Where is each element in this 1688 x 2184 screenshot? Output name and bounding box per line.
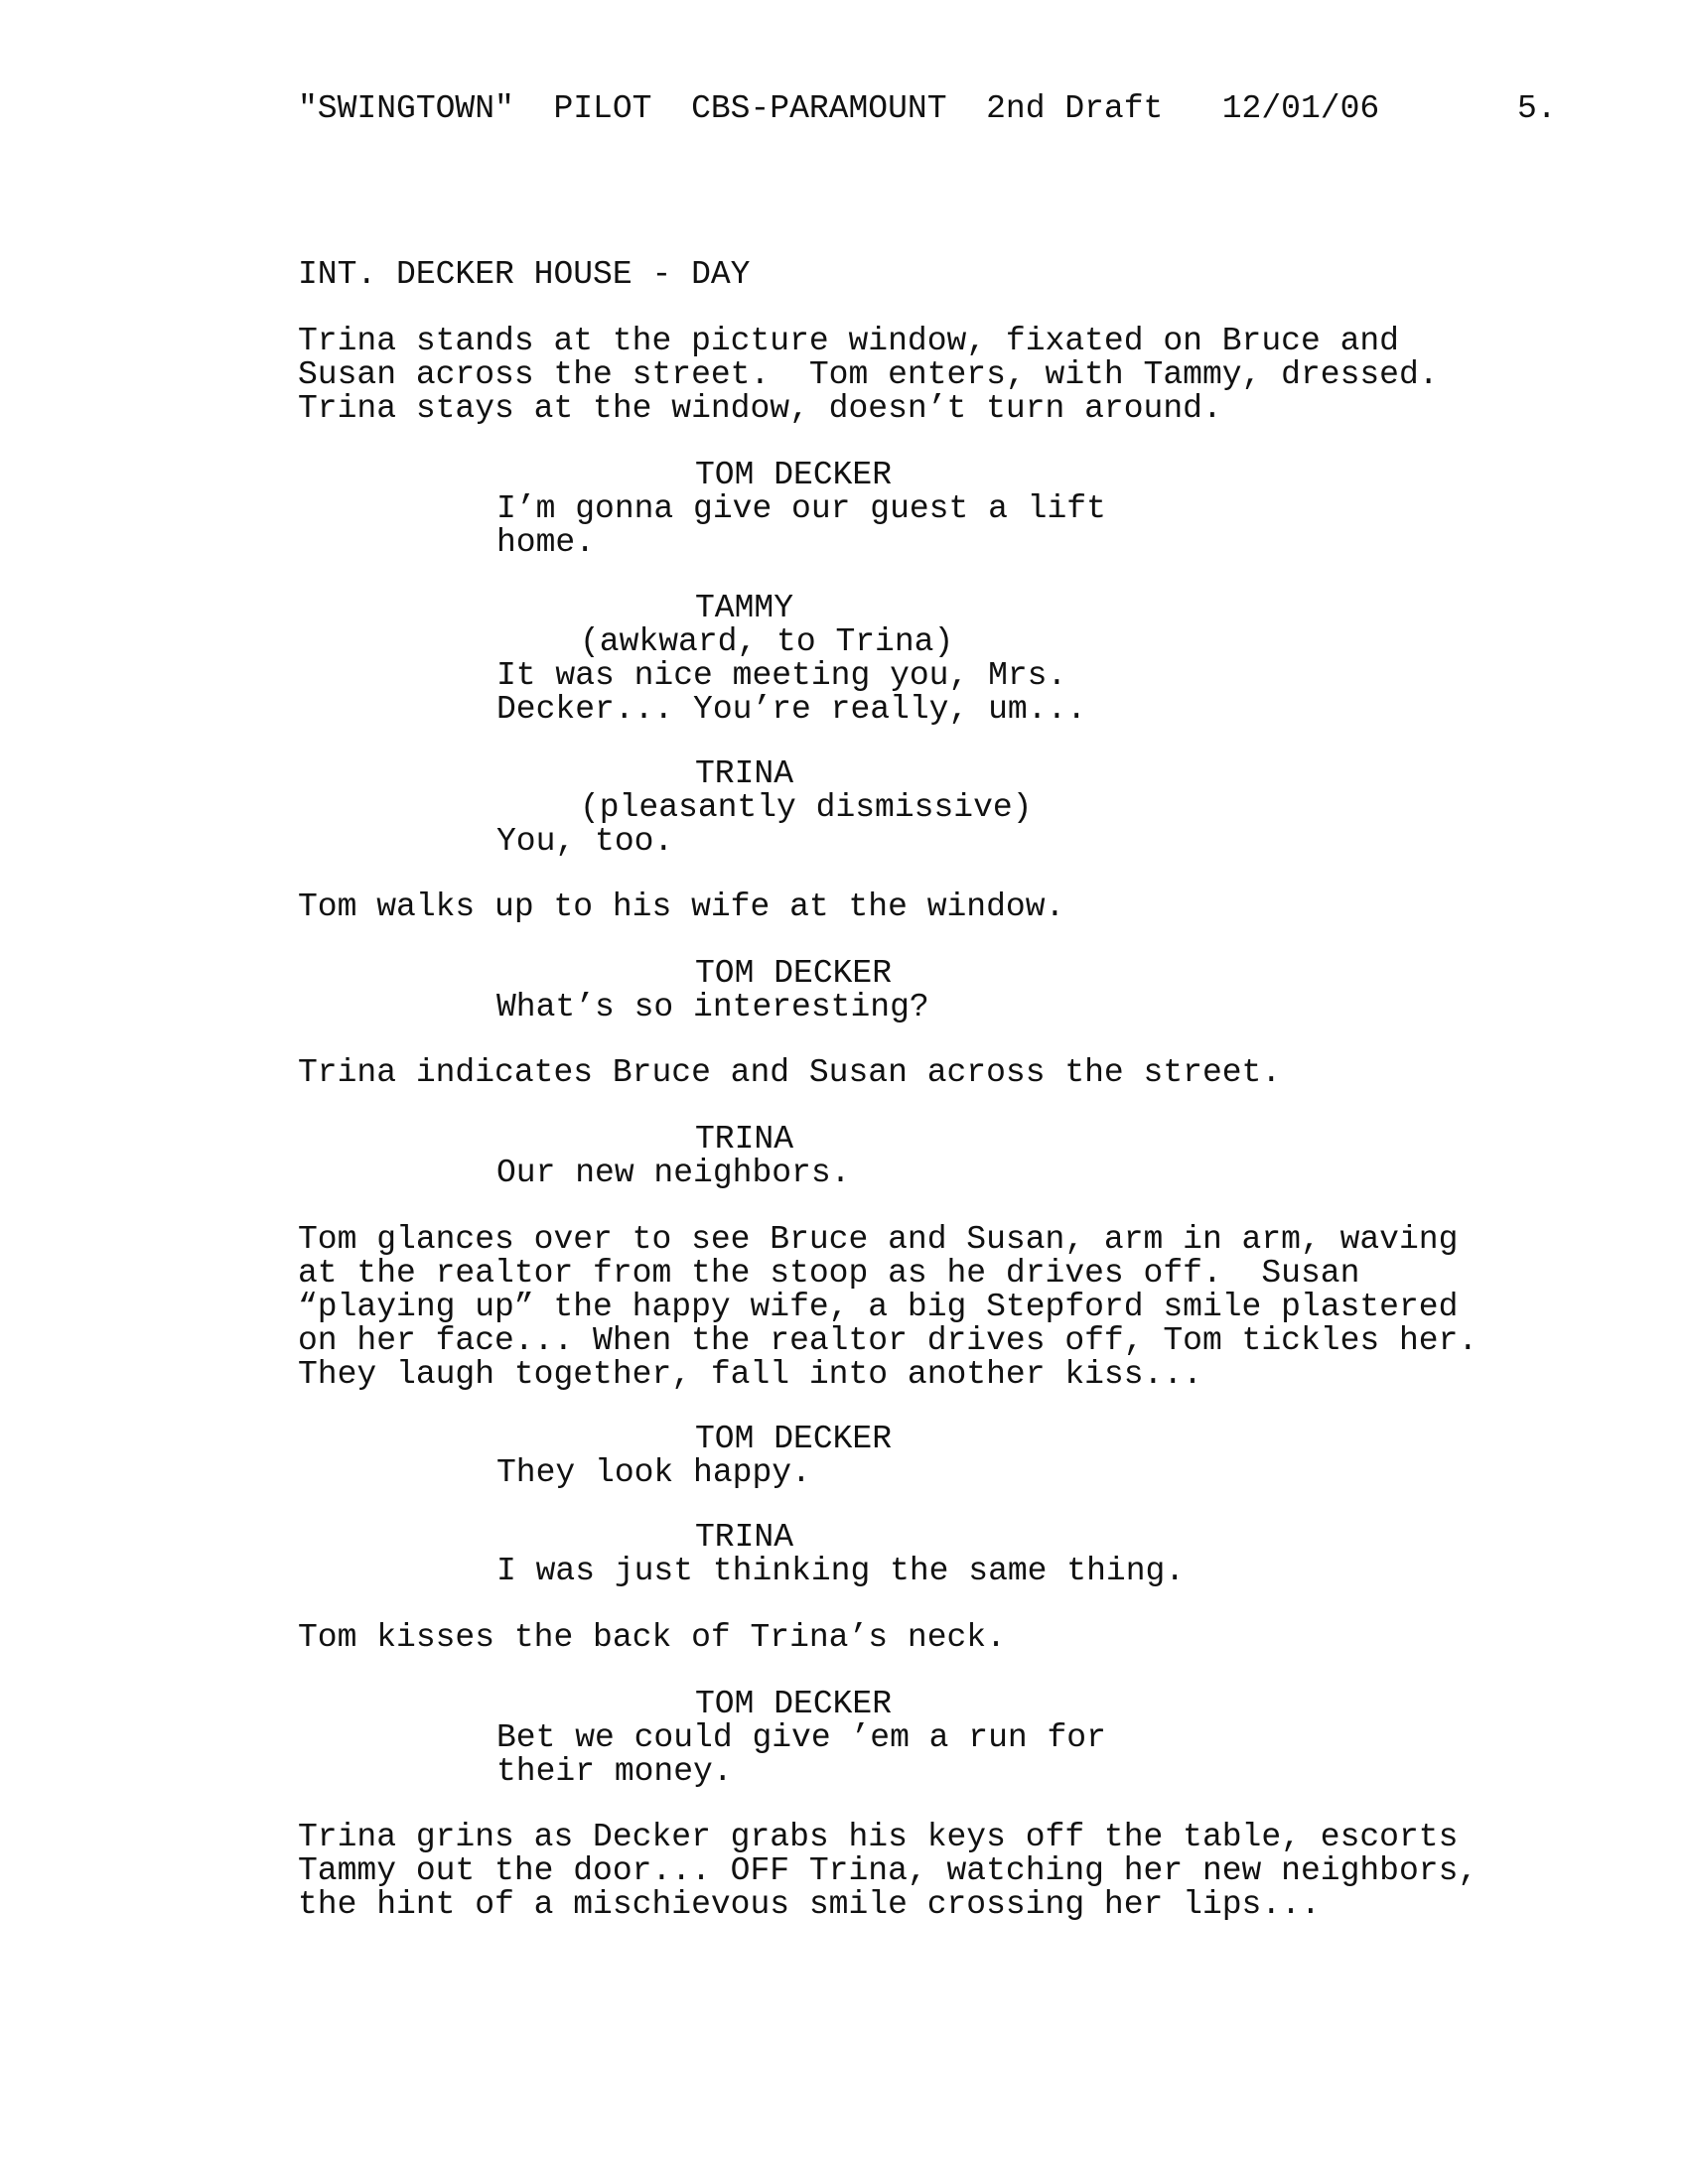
- action-line: Trina indicates Bruce and Susan across the street.: [298, 1054, 1282, 1091]
- action-line: Trina grins as Decker grabs his keys off the table, escorts: [298, 1819, 1459, 1855]
- character-name: TOM DECKER: [695, 457, 893, 493]
- dialogue-line: You, too.: [496, 823, 674, 860]
- character-name: TAMMY: [695, 590, 794, 626]
- dialogue-line: I’m gonna give our guest a lift: [496, 490, 1106, 527]
- dialogue-line: their money.: [496, 1753, 733, 1790]
- dialogue-line: They look happy.: [496, 1454, 811, 1491]
- character-name: TRINA: [695, 755, 794, 792]
- parenthetical: (awkward, to Trina): [580, 623, 954, 660]
- action-line: Tom glances over to see Bruce and Susan, arm in arm, waving: [298, 1221, 1459, 1258]
- dialogue-line: Our new neighbors.: [496, 1155, 851, 1191]
- action-line: Tom walks up to his wife at the window.: [298, 888, 1065, 925]
- dialogue-line: Decker... You’re really, um...: [496, 691, 1087, 728]
- dialogue-line: Bet we could give ’em a run for: [496, 1719, 1106, 1756]
- action-line: on her face... When the realtor drives off, Tom tickles her.: [298, 1322, 1478, 1359]
- character-name: TRINA: [695, 1121, 794, 1158]
- action-line: the hint of a mischievous smile crossing her lips...: [298, 1886, 1321, 1923]
- scene-heading: INT. DECKER HOUSE - DAY: [298, 256, 751, 293]
- action-line: Tammy out the door... OFF Trina, watching her new neighbors,: [298, 1852, 1478, 1889]
- action-line: Trina stands at the picture window, fixated on Bruce and: [298, 323, 1399, 359]
- dialogue-line: It was nice meeting you, Mrs.: [496, 657, 1067, 694]
- action-line: at the realtor from the stoop as he drives off. Susan: [298, 1255, 1360, 1292]
- dialogue-line: What’s so interesting?: [496, 989, 929, 1025]
- dialogue-line: I was just thinking the same thing.: [496, 1553, 1186, 1589]
- character-name: TOM DECKER: [695, 1421, 893, 1457]
- action-line: Susan across the street. Tom enters, with Tammy, dressed.: [298, 356, 1439, 393]
- page-number: 5.: [1517, 90, 1557, 127]
- character-name: TRINA: [695, 1519, 794, 1556]
- action-line: They laugh together, fall into another kiss...: [298, 1356, 1202, 1393]
- page-header-title: "SWINGTOWN" PILOT CBS-PARAMOUNT 2nd Draft 12/01/06: [298, 90, 1380, 127]
- action-line: “playing up” the happy wife, a big Stepford smile plastered: [298, 1289, 1459, 1325]
- character-name: TOM DECKER: [695, 1686, 893, 1722]
- action-line: Tom kisses the back of Trina’s neck.: [298, 1619, 1006, 1656]
- parenthetical: (pleasantly dismissive): [580, 789, 1033, 826]
- dialogue-line: home.: [496, 524, 596, 561]
- character-name: TOM DECKER: [695, 955, 893, 992]
- action-line: Trina stays at the window, doesn’t turn around.: [298, 390, 1222, 427]
